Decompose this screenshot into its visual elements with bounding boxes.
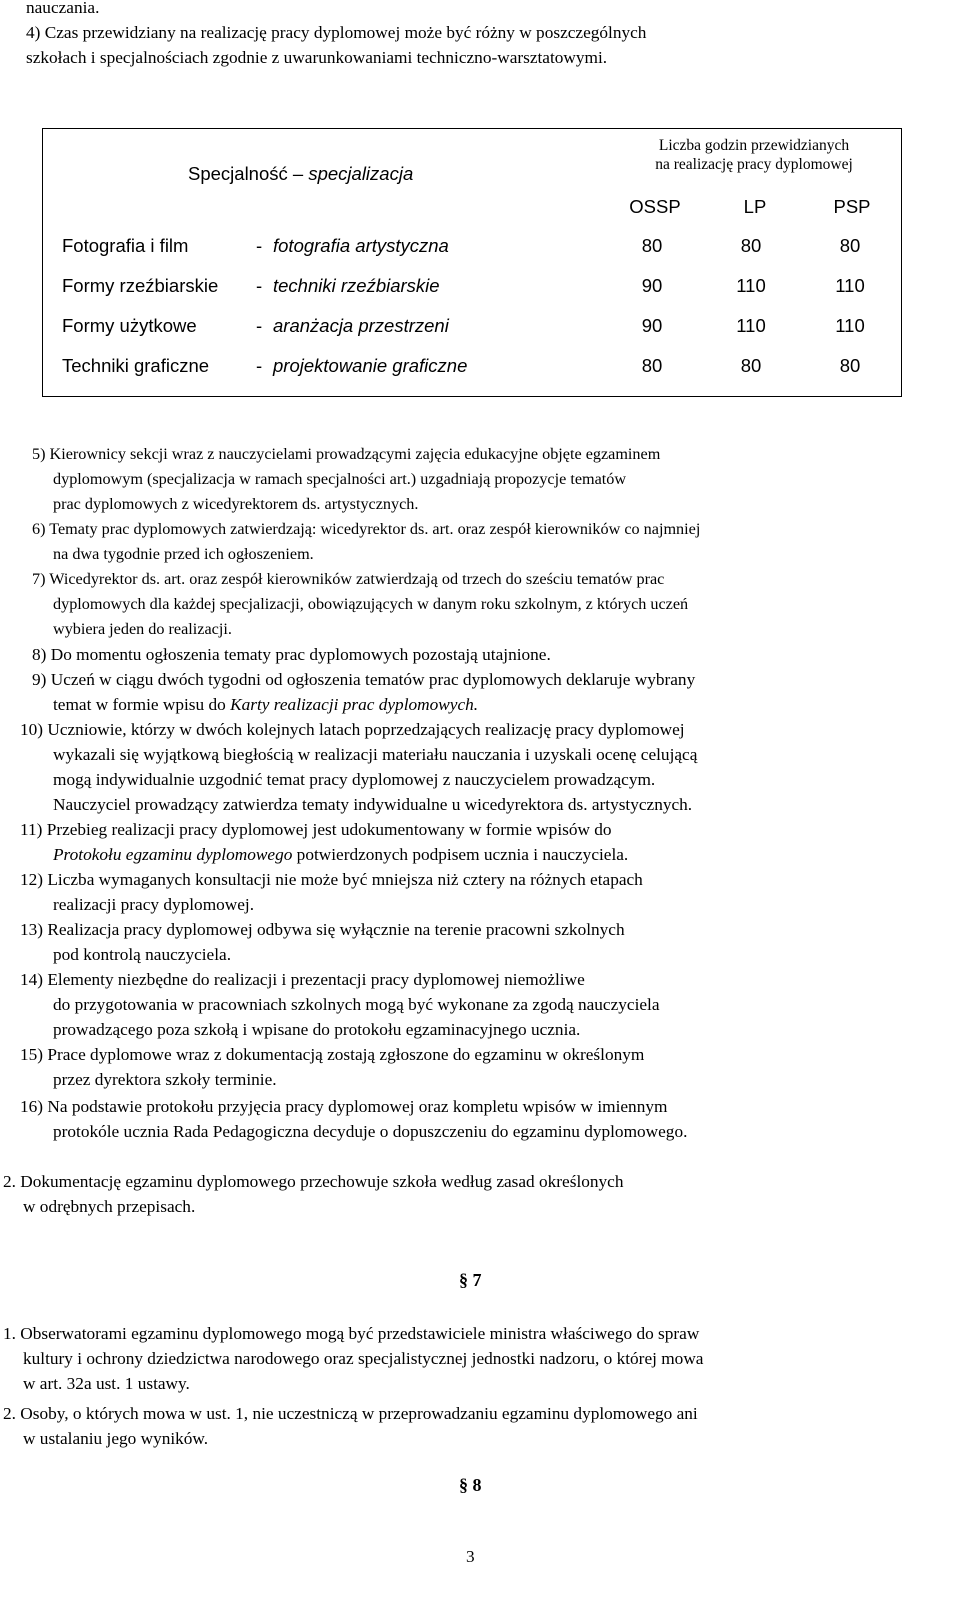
text-line: Nauczyciel prowadzący zatwierdza tematy indywidualne u wicedyrektora ds. artystycznych. [53,795,693,814]
header-specjalizacja-text: specjalizacja [308,163,414,184]
section-heading-7: § 7 [459,1270,482,1290]
table-cell: 80 [740,355,762,376]
text-line [53,843,628,867]
table-cell: 80 [839,235,861,256]
list-item-13: 13) Realizacja pracy dyplomowej odbywa się wyłącznie na terenie pracowni szkolnych [20,920,625,939]
text-line: protokóle ucznia Rada Pedagogiczna decyduje o dopuszczeniu do egzaminu dyplomowego. [53,1122,688,1141]
table-col-lp: LP [743,196,767,217]
s7-paragraph-1: 1. Obserwatorami egzaminu dyplomowego mogą być przedstawiciele ministra właściwego do spraw [3,1324,700,1343]
table-row-specialization: projektowanie graficzne [273,355,468,376]
text-line: w odrębnych przepisach. [23,1197,196,1216]
text-line [53,693,478,717]
table-row-dash: - [256,355,263,376]
table-cell: 80 [740,235,762,256]
text-fragment: potwierdzonych podpisem ucznia i nauczyciela. [292,845,629,864]
table-row-dash: - [256,275,263,296]
text-line: w art. 32a ust. 1 ustawy. [23,1374,190,1393]
table-row-spec: Fotografia i film [62,235,189,256]
table-cell: 80 [641,355,663,376]
table-row-spec: Formy rzeźbiarskie [62,275,219,296]
table-col-ossp: OSSP [629,196,681,217]
text-line: przez dyrektora szkoły terminie. [53,1070,277,1089]
text-line: szkołach i specjalnościach zgodnie z uwarunkowaniami techniczno-warsztatowymi. [26,48,608,67]
text-line: dyplomowym (specjalizacja w ramach specjalności art.) uzgadniają propozycje tematów [53,470,627,488]
list-item-6: 6) Tematy prac dyplomowych zatwierdzają: wicedyrektor ds. art. oraz zespół kierowników co najmniej [32,520,701,538]
table-header-specialty [188,163,413,185]
list-item-9: 9) Uczeń w ciągu dwóch tygodni od ogłoszenia tematów prac dyplomowych deklaruje wybrany [32,670,696,689]
list-item-11: 11) Przebieg realizacji pracy dyplomowej jest udokumentowany w formie wpisów do [20,820,612,839]
table-col-psp: PSP [833,196,871,217]
table-cell: 90 [641,275,663,296]
text-fragment-italic: Protokołu egzaminu dyplomowego [53,845,293,864]
table-row-spec: Formy użytkowe [62,315,197,336]
table-row-specialization: aranżacja przestrzeni [273,315,449,336]
s7-paragraph-2: 2. Osoby, o których mowa w ust. 1, nie uczestniczą w przeprowadzaniu egzaminu dyplomowego ani [3,1404,698,1423]
table-row-specialization: techniki rzeźbiarskie [273,275,440,296]
table-cell: 80 [839,355,861,376]
text-line: na dwa tygodnie przed ich ogłoszeniem. [53,545,314,563]
text-line: wybiera jeden do realizacji. [53,620,232,638]
table-row-spec: Techniki graficzne [62,355,210,376]
list-item-8: 8) Do momentu ogłoszenia tematy prac dyplomowych pozostają utajnione. [32,645,551,664]
table-row-dash: - [256,235,263,256]
header-dash: – [292,163,304,184]
list-item-15: 15) Prace dyplomowe wraz z dokumentacją zostają zgłoszone do egzaminu w określonym [20,1045,645,1064]
list-item-5: 5) Kierownicy sekcji wraz z nauczycielami prowadzącymi zajęcia edukacyjne objęte egzaminem [32,445,661,463]
list-item-12: 12) Liczba wymaganych konsultacji nie może być mniejsza niż cztery na różnych etapach [20,870,643,889]
list-item-14: 14) Elementy niezbędne do realizacji i prezentacji pracy dyplomowej niemożliwe [20,970,585,989]
text-line: nauczania. [26,0,100,17]
page-number: 3 [466,1547,475,1566]
table-cell: 110 [736,315,766,336]
text-fragment-italic: Karty realizacji prac dyplomowych. [230,695,479,714]
section-heading-8: § 8 [459,1475,482,1495]
table-row-dash: - [256,315,263,336]
paragraph-2: 2. Dokumentację egzaminu dyplomowego przechowuje szkoła według zasad określonych [3,1172,624,1191]
text-line: w ustalaniu jego wyników. [23,1429,209,1448]
text-line: do przygotowania w pracowniach szkolnych mogą być wykonane za zgodą nauczyciela [53,995,660,1014]
list-item-10: 10) Uczniowie, którzy w dwóch kolejnych latach poprzedzających realizację pracy dyplomowej [20,720,685,739]
table-cell: 80 [641,235,663,256]
table-row-specialization: fotografia artystyczna [273,235,449,256]
text-line: 4) Czas przewidziany na realizację pracy dyplomowej może być różny w poszczególnych [26,23,647,42]
list-item-7: 7) Wicedyrektor ds. art. oraz zespół kierowników zatwierdzają od trzech do sześciu tematów prac [32,570,665,588]
text-line: dyplomowych dla każdej specjalizacji, obowiązujących w danym roku szkolnym, z których uczeń [53,595,689,613]
table-header-hours-line1: Liczba godzin przewidzianych [658,137,850,154]
text-fragment: temat w formie wpisu do [53,695,231,714]
table-header-hours-line2: na realizację pracy dyplomowej [655,156,853,173]
text-line: realizacji pracy dyplomowej. [53,895,255,914]
text-line: pod kontrolą nauczyciela. [53,945,232,964]
text-line: mogą indywidualnie uzgodnić temat pracy dyplomowej z nauczycielem prowadzącym. [53,770,656,789]
table-cell: 110 [835,315,865,336]
table-cell: 110 [736,275,766,296]
text-line: wykazali się wyjątkową biegłością w realizacji materiału nauczania i uzyskali ocenę celującą [53,745,698,764]
text-line: prowadzącego poza szkołą i wpisane do protokołu egzaminacyjnego ucznia. [53,1020,581,1039]
table-cell: 110 [835,275,865,296]
list-item-16: 16) Na podstawie protokołu przyjęcia pracy dyplomowej oraz kompletu wpisów w imiennym [20,1097,668,1116]
header-spec-text: Specjalność [188,163,288,184]
text-line: kultury i ochrony dziedzictwa narodowego oraz specjalistycznej jednostki nadzoru, o której mowa [23,1349,704,1368]
table-cell: 90 [641,315,663,336]
text-line: prac dyplomowych z wicedyrektorem ds. artystycznych. [53,495,419,513]
